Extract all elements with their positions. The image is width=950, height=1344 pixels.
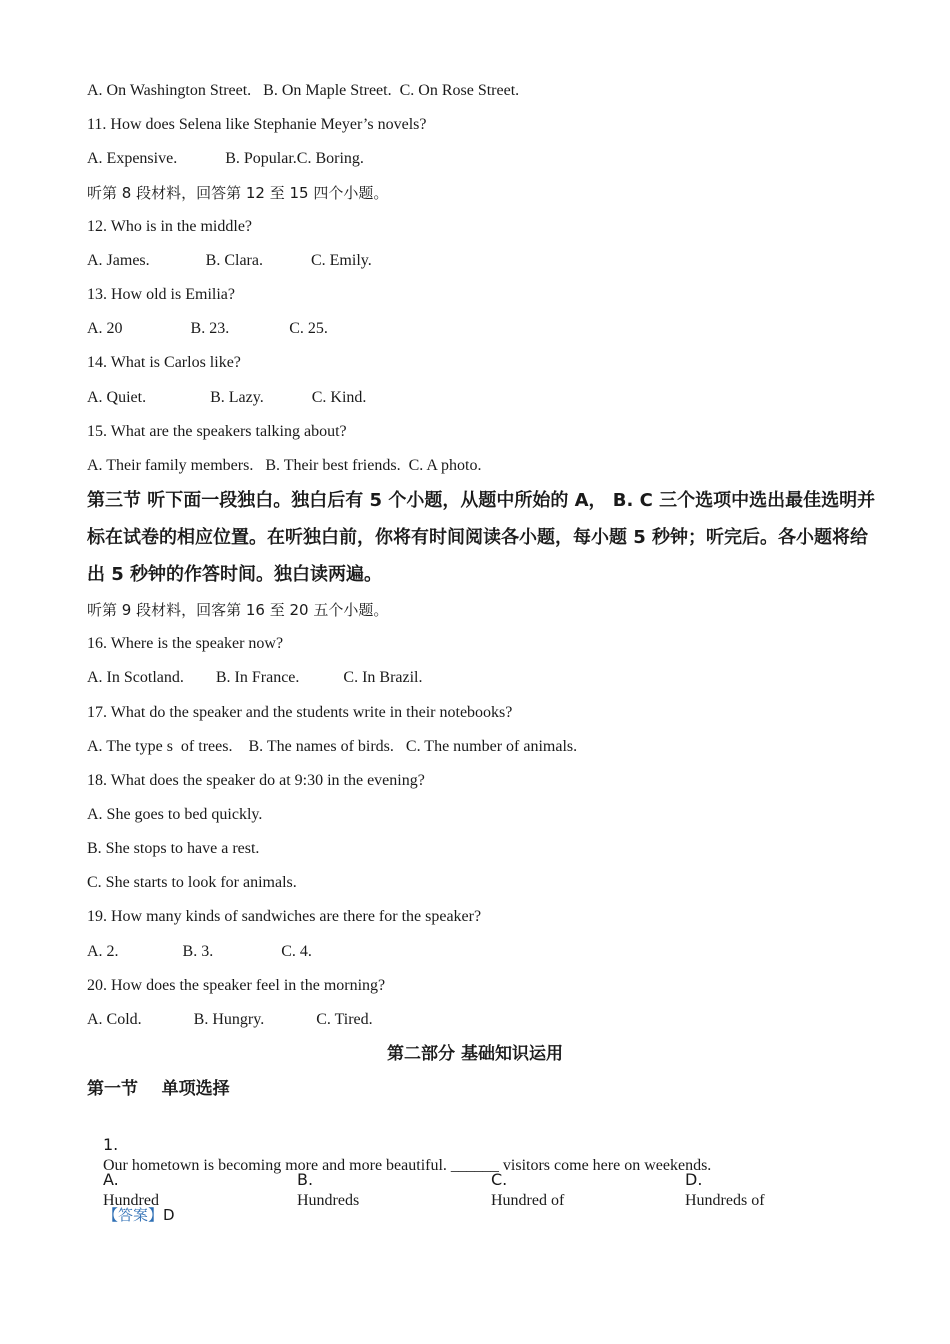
question1-text: Our hometown is becoming more and more beautiful. ______ visitors come here on weekends. [103, 1157, 712, 1174]
q16-options: A. In Scotland. B. In France. C. In Brazil. [87, 669, 423, 686]
answer-value: D [163, 1206, 175, 1224]
question1-option-b [281, 1150, 359, 1231]
answer-line [87, 1185, 175, 1246]
question1-number: 1. [103, 1135, 119, 1154]
q18-option-a: A. She goes to bed quickly. [87, 806, 263, 823]
q19-options: A. 2. B. 3. C. 4. [87, 943, 312, 960]
subsection1-title: 第一节 单项选择 [87, 1079, 230, 1099]
q16-question: 16. Where is the speaker now? [87, 635, 284, 652]
option-text: Hundred [103, 1192, 159, 1209]
q20-question: 20. How does the speaker feel in the morning? [87, 977, 386, 994]
q14-question: 14. What is Carlos like? [87, 354, 241, 371]
q14-options: A. Quiet. B. Lazy. C. Kind. [87, 389, 367, 406]
q12-options: A. James. B. Clara. C. Emily. [87, 252, 372, 269]
q13-question: 13. How old is Emilia? [87, 286, 235, 303]
question1-option-d [669, 1150, 765, 1231]
section-instruction-8: 听第 8 段材料，回答第 12 至 15 四个小题。 [87, 184, 389, 202]
q15-options: A. Their family members. B. Their best friends. C. A photo. [87, 457, 482, 474]
option-text: Hundreds [297, 1192, 360, 1209]
question1 [87, 1115, 711, 1196]
q15-question: 15. What are the speakers talking about? [87, 423, 347, 440]
q13-options: A. 20 B. 23. C. 25. [87, 320, 328, 337]
option-letter: A. [103, 1170, 119, 1189]
option-text: Hundreds of [685, 1192, 765, 1209]
q17-options: A. The type s of trees. B. The names of birds. C. The number of animals. [87, 738, 578, 755]
q18-question: 18. What does the speaker do at 9:30 in the evening? [87, 772, 425, 789]
section3-heading: 第三节 听下面一段独白。独白后有 5 个小题，从题中所始的 A， B. C 三个选项中选出最佳选明并标在试卷的相应位置。在听独白前，你将有时间阅读各小题，每小题 5 秒钟；听完后。各小题将给出 5 秒钟的作答时间。独白读两遍。 [87, 490, 876, 585]
q12-question: 12. Who is in the middle? [87, 218, 253, 235]
answer-label: 【答案】 [103, 1206, 164, 1224]
q20-options: A. Cold. B. Hungry. C. Tired. [87, 1011, 373, 1028]
q17-question: 17. What do the speaker and the students write in their notebooks? [87, 704, 513, 721]
q11-question: 11. How does Selena like Stephanie Meyer’s novels? [87, 116, 427, 133]
section-instruction-9: 听第 9 段材料，回客第 16 至 20 五个小题。 [87, 601, 389, 619]
q11-options: A. Expensive. B. Popular.C. Boring. [87, 150, 364, 167]
option-letter: C. [491, 1170, 508, 1189]
q19-question: 19. How many kinds of sandwiches are there for the speaker? [87, 908, 482, 925]
q10-options: A. On Washington Street. B. On Maple Street. C. On Rose Street. [87, 82, 520, 99]
q18-option-c: C. She starts to look for animals. [87, 874, 297, 891]
question1-option-c [475, 1150, 564, 1231]
option-letter: B. [297, 1170, 314, 1189]
part2-title: 第二部分 基础知识运用 [387, 1044, 563, 1064]
q18-option-b: B. She stops to have a rest. [87, 840, 260, 857]
option-letter: D. [685, 1170, 703, 1189]
option-text: Hundred of [491, 1192, 565, 1209]
